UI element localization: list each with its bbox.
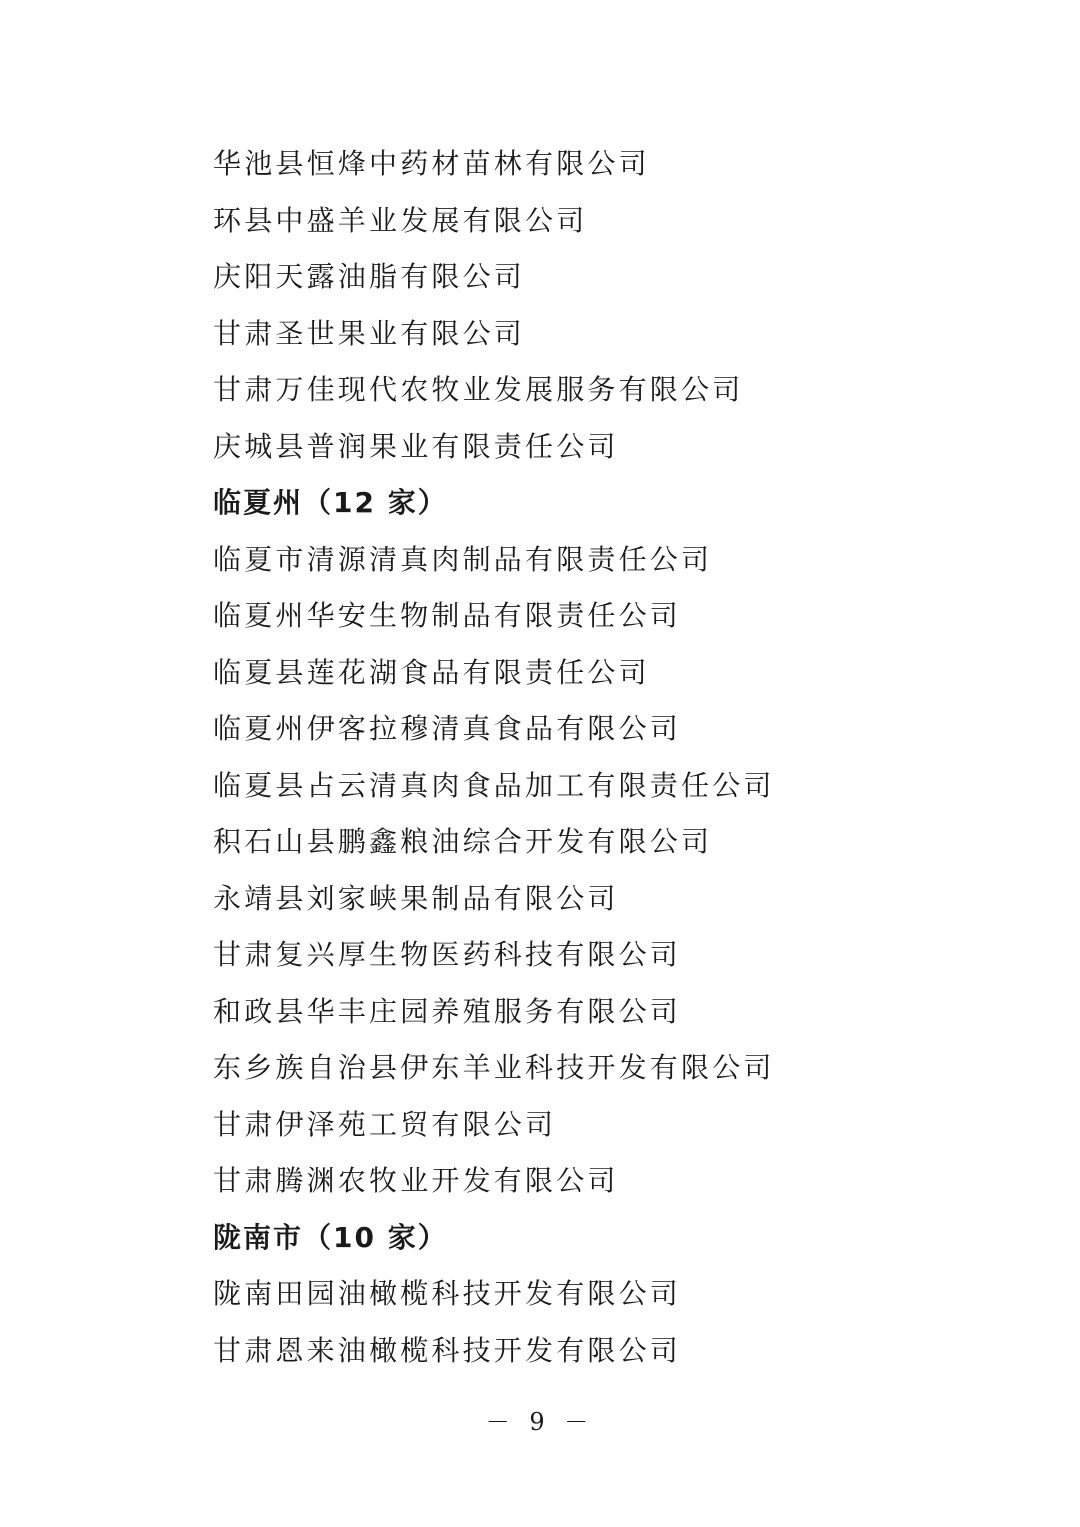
company-name: 东乡族自治县伊东羊业科技开发有限公司 <box>213 1051 775 1084</box>
company-name: 甘肃腾渊农牧业开发有限公司 <box>213 1164 619 1197</box>
company-name: 永靖县刘家峡果制品有限公司 <box>213 881 619 915</box>
company-name: 甘肃伊泽苑工贸有限公司 <box>213 1107 557 1141</box>
company-name: 甘肃万佳现代农牧业发展服务有限公司 <box>213 373 744 406</box>
company-name: 临夏县占云清真肉食品加工有限责任公司 <box>213 768 775 802</box>
company-name: 环县中盛羊业发展有限公司 <box>213 203 588 237</box>
company-name: 积石山县鹏鑫粮油综合开发有限公司 <box>213 825 713 858</box>
company-name: 庆阳天露油脂有限公司 <box>213 260 526 293</box>
company-name: 庆城县普润果业有限责任公司 <box>213 429 619 463</box>
company-name: 甘肃圣世果业有限公司 <box>213 316 526 350</box>
company-name: 甘肃复兴厚生物医药科技有限公司 <box>213 938 682 971</box>
company-name: 临夏州华安生物制品有限责任公司 <box>213 599 682 632</box>
company-name: 临夏市清源清真肉制品有限责任公司 <box>213 542 713 576</box>
section-heading-longnan: 陇南市（10 家） <box>213 1220 448 1254</box>
company-name: 和政县华丰庄园养殖服务有限公司 <box>213 994 682 1028</box>
company-name: 临夏县莲花湖食品有限责任公司 <box>213 655 650 689</box>
page-number: － 9 － <box>485 1408 595 1436</box>
company-name: 甘肃恩来油橄榄科技开发有限公司 <box>213 1333 682 1367</box>
company-name: 临夏州伊客拉穆清真食品有限公司 <box>213 712 682 745</box>
company-name: 华池县恒烽中药材苗林有限公司 <box>213 147 650 180</box>
document-body <box>213 136 1033 1379</box>
company-name: 陇南田园油橄榄科技开发有限公司 <box>213 1277 682 1310</box>
section-heading-linxia: 临夏州（12 家） <box>213 486 448 519</box>
